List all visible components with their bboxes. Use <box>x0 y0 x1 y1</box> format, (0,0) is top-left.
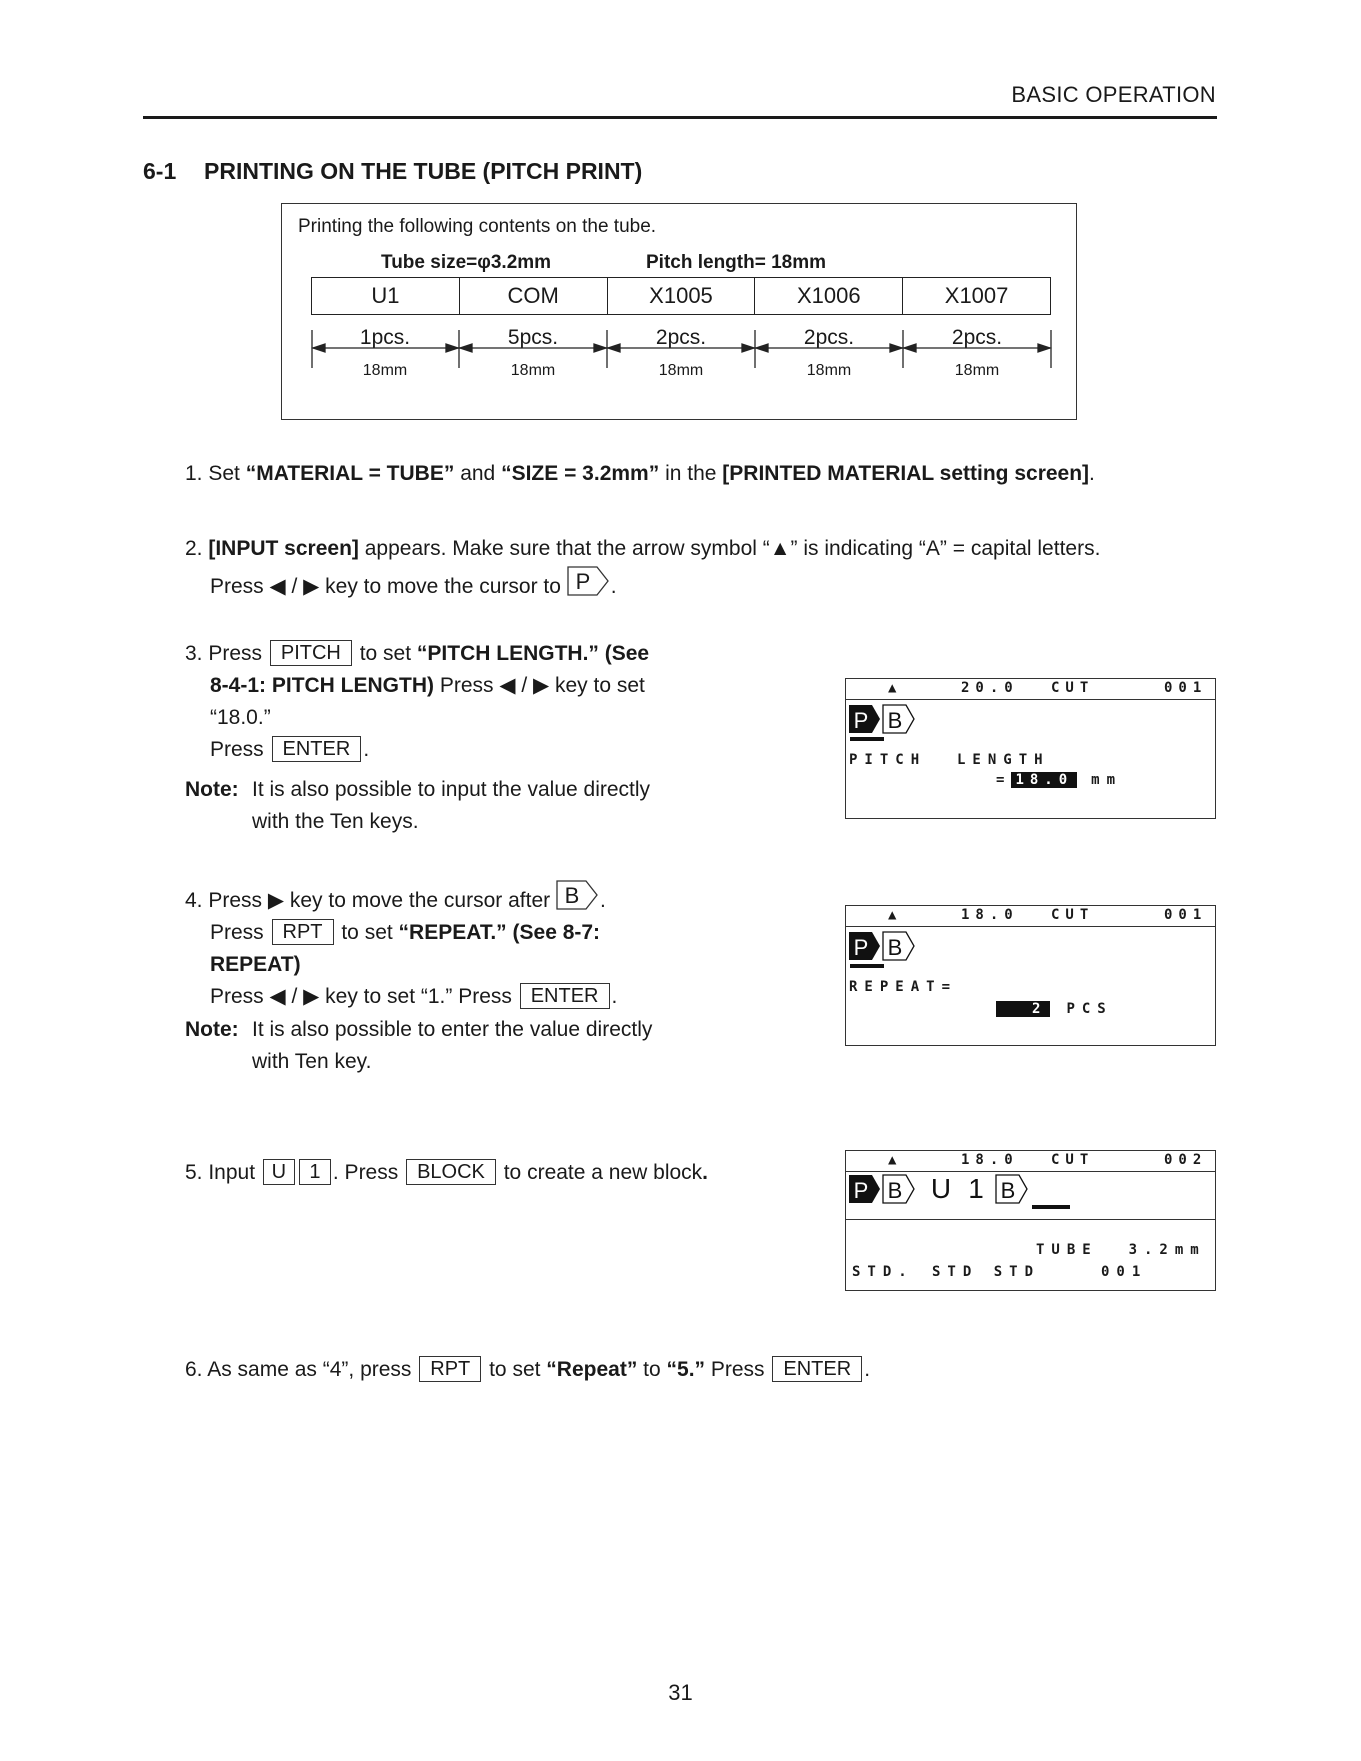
lcd-eq: = <box>996 772 1012 788</box>
pb-cursor-icon <box>848 930 928 970</box>
lcd-input <box>845 1150 1216 1291</box>
content-table <box>311 277 1051 315</box>
step-text: 3. Press <box>185 642 268 665</box>
step-text: Press ◀ / ▶ key to move the cursor to <box>210 575 567 598</box>
dimension-arrows <box>311 330 1053 390</box>
length-label: 18mm <box>954 362 1000 379</box>
note-label: Note: <box>185 778 239 801</box>
lcd-cut: CUT <box>1051 680 1095 696</box>
u-key[interactable]: U <box>263 1159 295 1185</box>
step-bold: “REPEAT.” (See 8-7: <box>398 921 601 944</box>
lcd-b: B <box>887 935 903 960</box>
step-text: . Press <box>332 1161 405 1184</box>
length-label: 18mm <box>806 362 852 379</box>
rpt-key[interactable]: RPT <box>272 919 334 945</box>
note-2 <box>185 1014 652 1078</box>
step-text: to create a new block <box>497 1161 703 1184</box>
step-text: 6. As same as “4”, press <box>185 1358 418 1381</box>
step-2 <box>185 533 1100 603</box>
note-text: It is also possible to enter the value directly <box>252 1018 653 1041</box>
step-text: . <box>610 575 617 598</box>
step-bold: “MATERIAL = TUBE” <box>245 462 455 485</box>
block-cell: COM <box>460 278 608 314</box>
block-cell: X1007 <box>944 283 1009 308</box>
step-text: to set <box>335 921 399 944</box>
page-number: 31 <box>668 1680 693 1705</box>
lcd-p: P <box>853 708 869 733</box>
step-text: . <box>1089 462 1095 485</box>
lcd-std: STD. <box>852 1264 914 1280</box>
example-box <box>281 203 1077 420</box>
lcd-u: U <box>930 1173 952 1204</box>
rpt-key[interactable]: RPT <box>419 1356 481 1382</box>
step-text: to set <box>353 642 417 665</box>
step-text: . <box>702 1161 709 1184</box>
step-5 <box>185 1157 708 1189</box>
step-text: Press ◀ / ▶ key to set <box>434 674 645 697</box>
lcd-one: 1 <box>968 1173 984 1204</box>
lcd-tube-label: TUBE 3.2mm <box>1036 1242 1206 1258</box>
title-text: PRINTING ON THE TUBE (PITCH PRINT) <box>204 158 643 184</box>
lcd-repeat-label: REPEAT= <box>849 979 958 995</box>
lcd-b: B <box>1000 1178 1016 1203</box>
note-text: with the Ten keys. <box>252 810 419 833</box>
enter-key[interactable]: ENTER <box>272 736 362 762</box>
step-text: “18.0.” <box>210 706 271 729</box>
quantity-label: 5pcs. <box>507 326 559 349</box>
lcd-std: STD STD <box>932 1264 1041 1280</box>
cursor-b-icon <box>556 879 600 911</box>
note-1 <box>185 774 650 838</box>
tube-size-label: Tube size=φ3.2mm <box>381 252 552 273</box>
lcd-value: 18.0 <box>1011 772 1077 788</box>
block-key[interactable]: BLOCK <box>406 1159 496 1185</box>
step-text: . <box>864 1358 871 1381</box>
arrow-icon: ▲ <box>888 907 903 923</box>
lcd-unit: mm <box>1091 772 1123 788</box>
note-label: Note: <box>185 1018 239 1041</box>
block-cell: X1006 <box>755 278 903 314</box>
lcd-cut: CUT <box>1051 907 1095 923</box>
note-text: with Ten key. <box>252 1050 372 1073</box>
step-text: 5. Input <box>185 1161 261 1184</box>
length-label: 18mm <box>510 362 556 379</box>
note-text: It is also possible to input the value directly <box>252 778 651 801</box>
step-text: 2. <box>185 537 209 560</box>
lcd-pitch-label: PITCH LENGTH <box>849 752 1050 768</box>
lcd-count: 001 <box>1164 907 1208 923</box>
section-number: 6-1 <box>143 158 177 184</box>
cursor-p-icon <box>567 565 611 597</box>
step-bold: [INPUT screen] <box>208 537 359 560</box>
lcd-value-line <box>996 772 1122 788</box>
page-title <box>143 158 642 185</box>
step-6 <box>185 1354 870 1386</box>
step-text: Press ◀ / ▶ key to set “1.” Press <box>210 985 518 1008</box>
header-rule <box>143 116 1217 119</box>
step-text: appears. Make sure that the arrow symbol “▲” is indicating “A” = capital letters. <box>358 537 1101 560</box>
step-text: Press <box>210 921 270 944</box>
lcd-value-line <box>996 1001 1113 1017</box>
block-cell: U1 <box>312 278 460 314</box>
quantity-label: 2pcs. <box>803 326 855 349</box>
lcd-length: 18.0 <box>961 907 1019 923</box>
quantity-label: 2pcs. <box>655 326 707 349</box>
lcd-b: B <box>887 708 903 733</box>
length-label: 18mm <box>362 362 408 379</box>
lcd-length: 20.0 <box>961 680 1019 696</box>
enter-key[interactable]: ENTER <box>772 1356 862 1382</box>
step-bold: 8-4-1: PITCH LENGTH) <box>210 674 435 697</box>
block-cell: X1005 <box>608 278 756 314</box>
lcd-unit: PCS <box>1066 1001 1113 1017</box>
lcd-b: B <box>887 1178 903 1203</box>
quantity-label: 2pcs. <box>951 326 1003 349</box>
lcd-count: 001 <box>1164 680 1208 696</box>
lcd-std-count: 001 <box>1101 1264 1148 1280</box>
step-text: Press <box>210 738 270 761</box>
step-text: to set <box>483 1358 547 1381</box>
cursor-letter: B <box>564 883 580 908</box>
step-text: to <box>637 1358 667 1381</box>
step-bold: “5.” <box>666 1358 706 1381</box>
step-text: . <box>363 738 370 761</box>
cursor-letter: P <box>575 569 591 594</box>
step-text: . <box>599 889 606 912</box>
step-bold: “Repeat” <box>546 1358 638 1381</box>
lcd-repeat <box>845 905 1216 1046</box>
lcd-divider <box>846 1219 1215 1220</box>
lcd-p: P <box>853 935 869 960</box>
example-intro: Printing the following contents on the tube. <box>298 216 657 237</box>
lcd-value: 2 <box>996 1001 1050 1017</box>
step-4 <box>185 879 617 1013</box>
step-text: Press <box>705 1358 771 1381</box>
step-bold: [PRINTED MATERIAL setting screen] <box>722 462 1090 485</box>
step-text: and <box>454 462 502 485</box>
pitch-length-label: Pitch length= 18mm <box>646 252 827 273</box>
length-label: 18mm <box>658 362 704 379</box>
pitch-key[interactable]: PITCH <box>270 640 352 666</box>
lcd-cut: CUT <box>1051 1152 1095 1168</box>
pb-cursor-icon <box>848 703 928 743</box>
step-text: 1. Set <box>185 462 246 485</box>
step-bold: “PITCH LENGTH.” (See <box>416 642 650 665</box>
step-bold: “SIZE = 3.2mm” <box>501 462 660 485</box>
section-header: BASIC OPERATION <box>1011 82 1216 107</box>
step-3 <box>185 638 649 766</box>
enter-key[interactable]: ENTER <box>520 983 610 1009</box>
lcd-pitch-length <box>845 678 1216 819</box>
quantity-label: 1pcs. <box>359 326 411 349</box>
step-text: 4. Press ▶ key to move the cursor after <box>185 889 556 912</box>
lcd-length: 18.0 <box>961 1152 1019 1168</box>
step-text: in the <box>659 462 723 485</box>
step-bold: REPEAT) <box>210 953 301 976</box>
input-line <box>848 1173 1078 1213</box>
arrow-icon: ▲ <box>888 680 903 696</box>
lcd-p: P <box>853 1178 869 1203</box>
one-key[interactable]: 1 <box>299 1159 331 1185</box>
step-text: . <box>611 985 618 1008</box>
step-1 <box>185 458 1095 490</box>
lcd-count: 002 <box>1164 1152 1208 1168</box>
arrow-icon: ▲ <box>888 1152 903 1168</box>
